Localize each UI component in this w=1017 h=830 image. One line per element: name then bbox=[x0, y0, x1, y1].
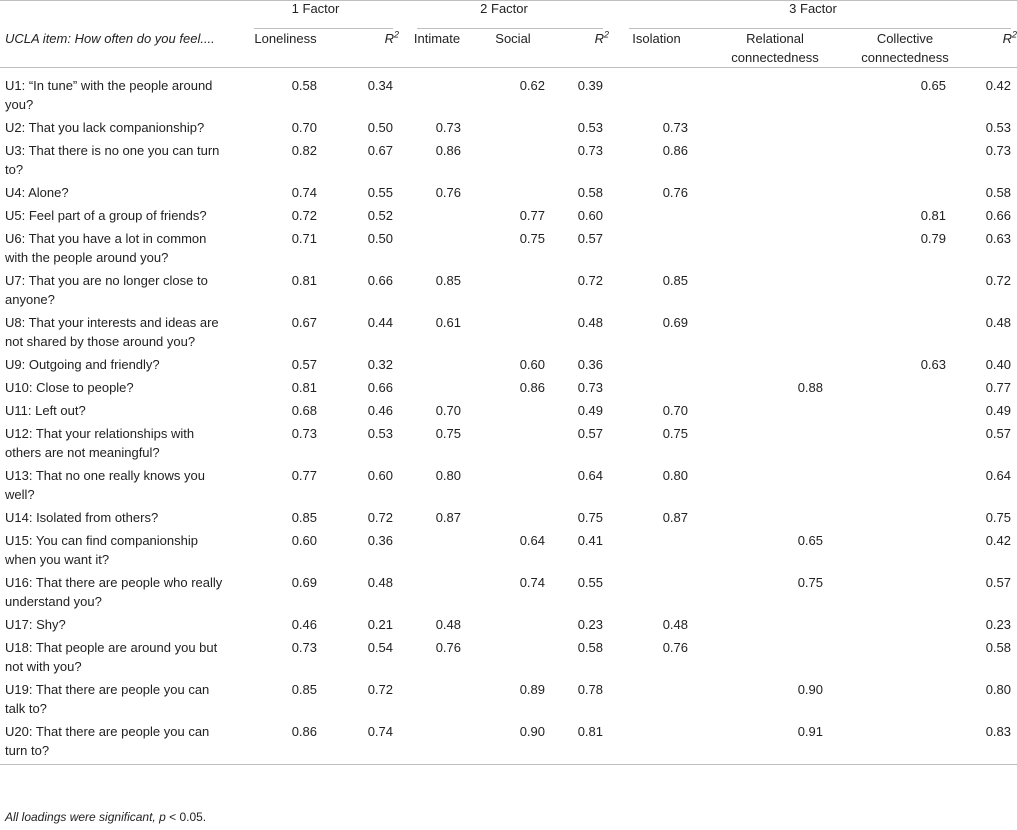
isolation-cell bbox=[609, 206, 704, 229]
r2-1-factor-cell: 0.66 bbox=[367, 380, 393, 395]
r2-1-factor-cell: 0.44 bbox=[367, 315, 393, 330]
item-cell: U13: That no one really knows you well? bbox=[5, 468, 205, 502]
relational-connectedness-cell bbox=[704, 183, 846, 206]
relational-connectedness-cell: 0.91 bbox=[797, 724, 823, 739]
intimate-cell: 0.75 bbox=[435, 426, 461, 441]
r2-1-factor-cell: 0.53 bbox=[367, 426, 393, 441]
item-cell: U1: “In tune” with the people around you? bbox=[5, 78, 213, 112]
relational-connectedness-cell bbox=[704, 229, 846, 271]
r2-1-factor-cell: 0.72 bbox=[367, 510, 393, 525]
isolation-cell: 0.75 bbox=[662, 426, 688, 441]
intimate-cell: 0.85 bbox=[435, 273, 461, 288]
table-row bbox=[0, 378, 1017, 401]
relational-connectedness-cell bbox=[704, 401, 846, 424]
item-cell: U8: That your interests and ideas are not shared by those around you? bbox=[5, 315, 219, 349]
r2-2-factor-cell: 0.81 bbox=[577, 724, 603, 739]
collective-connectedness-cell bbox=[846, 183, 964, 206]
relational-connectedness-cell bbox=[704, 206, 846, 229]
isolation-cell bbox=[609, 378, 704, 401]
loneliness-cell: 0.69 bbox=[291, 575, 317, 590]
table-row bbox=[0, 313, 1017, 355]
r2-2-factor-cell: 0.48 bbox=[577, 315, 603, 330]
r2-3-factor-cell: 0.83 bbox=[985, 724, 1011, 739]
r2-2-factor-cell: 0.36 bbox=[577, 357, 603, 372]
loneliness-cell: 0.46 bbox=[291, 617, 317, 632]
social-cell bbox=[475, 183, 551, 206]
social-cell bbox=[475, 508, 551, 531]
column-header-row bbox=[0, 29, 1017, 68]
r2-1-factor-cell: 0.54 bbox=[367, 640, 393, 655]
item-cell: U2: That you lack companionship? bbox=[5, 120, 205, 135]
group-3-factor-label: 3 Factor bbox=[789, 1, 837, 16]
r2-2-factor-cell: 0.73 bbox=[577, 380, 603, 395]
relational-connectedness-cell bbox=[704, 466, 846, 508]
isolation-cell: 0.86 bbox=[662, 143, 688, 158]
r2-3-factor-cell: 0.42 bbox=[985, 533, 1011, 548]
r2-2-factor-cell: 0.72 bbox=[577, 273, 603, 288]
r2-3-factor-cell: 0.49 bbox=[985, 403, 1011, 418]
collective-connectedness-cell bbox=[846, 141, 964, 183]
item-cell: U20: That there are people you can turn to? bbox=[5, 724, 210, 758]
loneliness-cell: 0.72 bbox=[291, 208, 317, 223]
r2-1-factor-cell: 0.72 bbox=[367, 682, 393, 697]
r2-3-factor-cell: 0.73 bbox=[985, 143, 1011, 158]
intimate-cell: 0.48 bbox=[435, 617, 461, 632]
factor-group-header-row bbox=[0, 1, 1017, 29]
collective-connectedness-cell bbox=[846, 378, 964, 401]
loneliness-cell: 0.77 bbox=[291, 468, 317, 483]
r2-2-factor-cell: 0.57 bbox=[577, 231, 603, 246]
relational-connectedness-cell bbox=[704, 508, 846, 531]
r2-1-factor-cell: 0.60 bbox=[367, 468, 393, 483]
collective-connectedness-cell bbox=[846, 573, 964, 615]
collective-connectedness-cell: 0.79 bbox=[920, 231, 946, 246]
r2-1-factor-cell: 0.36 bbox=[367, 533, 393, 548]
loneliness-cell: 0.85 bbox=[291, 682, 317, 697]
bottom-rule bbox=[0, 765, 1017, 766]
r2-1-factor-cell: 0.48 bbox=[367, 575, 393, 590]
r2-3-factor-cell: 0.58 bbox=[985, 185, 1011, 200]
intimate-cell bbox=[399, 531, 475, 573]
table-row bbox=[0, 615, 1017, 638]
table-row bbox=[0, 573, 1017, 615]
loneliness-cell: 0.58 bbox=[291, 78, 317, 93]
r2-3-factor-cell: 0.66 bbox=[985, 208, 1011, 223]
group-3-factor bbox=[609, 1, 1017, 29]
item-cell: U5: Feel part of a group of friends? bbox=[5, 208, 207, 223]
r2-1-factor-cell: 0.67 bbox=[367, 143, 393, 158]
isolation-cell: 0.76 bbox=[662, 640, 688, 655]
r2-2-factor-cell: 0.60 bbox=[577, 208, 603, 223]
group-2-factor bbox=[399, 1, 609, 29]
loneliness-cell: 0.67 bbox=[291, 315, 317, 330]
item-cell: U9: Outgoing and friendly? bbox=[5, 357, 160, 372]
r2-2-factor-cell: 0.78 bbox=[577, 682, 603, 697]
r2-3-factor-cell: 0.72 bbox=[985, 273, 1011, 288]
item-cell: U4: Alone? bbox=[5, 185, 69, 200]
intimate-cell bbox=[399, 355, 475, 378]
table-row bbox=[0, 141, 1017, 183]
table-body bbox=[0, 68, 1017, 765]
isolation-cell bbox=[609, 68, 704, 118]
intimate-cell: 0.76 bbox=[435, 640, 461, 655]
r2-2-factor-cell: 0.41 bbox=[577, 533, 603, 548]
item-cell: U3: That there is no one you can turn to? bbox=[5, 143, 220, 177]
relational-connectedness-cell: 0.88 bbox=[797, 380, 823, 395]
item-cell: U19: That there are people you can talk to? bbox=[5, 682, 210, 716]
table-footnote: All loadings were significant, p < 0.05. bbox=[5, 810, 207, 824]
social-cell: 0.89 bbox=[519, 682, 545, 697]
relational-connectedness-cell bbox=[704, 615, 846, 638]
item-cell: U11: Left out? bbox=[5, 403, 86, 418]
social-cell: 0.74 bbox=[519, 575, 545, 590]
collective-connectedness-cell bbox=[846, 118, 964, 141]
loneliness-cell: 0.57 bbox=[291, 357, 317, 372]
loneliness-cell: 0.73 bbox=[291, 426, 317, 441]
collective-connectedness-cell bbox=[846, 271, 964, 313]
r2-3-factor-cell: 0.57 bbox=[985, 575, 1011, 590]
intimate-cell: 0.86 bbox=[435, 143, 461, 158]
r2-3-factor-cell: 0.42 bbox=[985, 78, 1011, 93]
r2-2-factor-cell: 0.73 bbox=[577, 143, 603, 158]
group-1-factor-label: 1 Factor bbox=[291, 1, 340, 16]
r2-column-header-3: $R^2$ bbox=[1002, 29, 1017, 46]
social-column-header: Social bbox=[495, 31, 531, 46]
isolation-column-header: Isolation bbox=[632, 31, 681, 46]
relational-connectedness-cell bbox=[704, 118, 846, 141]
loneliness-column-header: Loneliness bbox=[254, 31, 317, 46]
social-cell: 0.60 bbox=[519, 357, 545, 372]
social-cell: 0.62 bbox=[519, 78, 545, 93]
isolation-cell: 0.73 bbox=[662, 120, 688, 135]
r2-2-factor-cell: 0.39 bbox=[577, 78, 603, 93]
table-row bbox=[0, 638, 1017, 680]
intimate-cell: 0.87 bbox=[435, 510, 461, 525]
isolation-cell: 0.69 bbox=[662, 315, 688, 330]
relational-connectedness-cell: 0.90 bbox=[797, 682, 823, 697]
social-cell bbox=[475, 313, 551, 355]
table-row bbox=[0, 183, 1017, 206]
r2-1-factor-cell: 0.34 bbox=[367, 78, 393, 93]
r2-3-factor-cell: 0.23 bbox=[985, 617, 1011, 632]
isolation-cell: 0.80 bbox=[662, 468, 688, 483]
r2-3-factor-cell: 0.40 bbox=[985, 357, 1011, 372]
social-cell: 0.64 bbox=[519, 533, 545, 548]
isolation-cell bbox=[609, 355, 704, 378]
intimate-cell bbox=[399, 722, 475, 765]
collective-connectedness-cell: 0.81 bbox=[920, 208, 946, 223]
item-cell: U6: That you have a lot in common with the people around you? bbox=[5, 231, 207, 265]
r2-3-factor-cell: 0.58 bbox=[985, 640, 1011, 655]
loneliness-cell: 0.71 bbox=[291, 231, 317, 246]
relational-connectedness-cell: 0.75 bbox=[797, 575, 823, 590]
r2-3-factor-cell: 0.77 bbox=[985, 380, 1011, 395]
r2-3-factor-cell: 0.53 bbox=[985, 120, 1011, 135]
loneliness-cell: 0.73 bbox=[291, 640, 317, 655]
item-cell: U15: You can find companionship when you want it? bbox=[5, 533, 198, 567]
r2-1-factor-cell: 0.74 bbox=[367, 724, 393, 739]
loneliness-cell: 0.85 bbox=[291, 510, 317, 525]
r2-1-factor-cell: 0.55 bbox=[367, 185, 393, 200]
social-cell bbox=[475, 466, 551, 508]
r2-3-factor-cell: 0.48 bbox=[985, 315, 1011, 330]
r2-2-factor-cell: 0.64 bbox=[577, 468, 603, 483]
social-cell: 0.90 bbox=[519, 724, 545, 739]
intimate-cell bbox=[399, 573, 475, 615]
intimate-cell bbox=[399, 680, 475, 722]
r2-column-header-1: $R^2$ bbox=[384, 29, 399, 46]
table-row bbox=[0, 229, 1017, 271]
table-row bbox=[0, 206, 1017, 229]
r2-2-factor-cell: 0.75 bbox=[577, 510, 603, 525]
relational-connectedness-cell bbox=[704, 424, 846, 466]
group-1-factor bbox=[232, 1, 399, 29]
relational-connectedness-cell bbox=[704, 355, 846, 378]
intimate-cell bbox=[399, 229, 475, 271]
relational-connectedness-column-header: Relational connectedness bbox=[731, 31, 819, 65]
collective-connectedness-cell bbox=[846, 424, 964, 466]
collective-connectedness-cell bbox=[846, 615, 964, 638]
isolation-cell bbox=[609, 680, 704, 722]
intimate-cell bbox=[399, 68, 475, 118]
relational-connectedness-cell bbox=[704, 313, 846, 355]
item-cell: U17: Shy? bbox=[5, 617, 66, 632]
table-row bbox=[0, 68, 1017, 118]
collective-connectedness-cell: 0.63 bbox=[920, 357, 946, 372]
group-spacer bbox=[0, 1, 232, 29]
r2-3-factor-cell: 0.64 bbox=[985, 468, 1011, 483]
social-cell bbox=[475, 141, 551, 183]
collective-connectedness-cell bbox=[846, 531, 964, 573]
isolation-cell: 0.70 bbox=[662, 403, 688, 418]
table-row bbox=[0, 401, 1017, 424]
relational-connectedness-cell bbox=[704, 141, 846, 183]
item-cell: U12: That your relationships with others are not meaningful? bbox=[5, 426, 195, 460]
r2-2-factor-cell: 0.55 bbox=[577, 575, 603, 590]
r2-3-factor-cell: 0.63 bbox=[985, 231, 1011, 246]
loneliness-cell: 0.68 bbox=[291, 403, 317, 418]
table-row bbox=[0, 722, 1017, 765]
intimate-column-header: Intimate bbox=[413, 31, 461, 46]
isolation-cell bbox=[609, 573, 704, 615]
loneliness-cell: 0.70 bbox=[291, 120, 317, 135]
social-cell: 0.86 bbox=[519, 380, 545, 395]
isolation-cell bbox=[609, 229, 704, 271]
group-2-factor-label: 2 Factor bbox=[480, 1, 528, 16]
intimate-cell bbox=[399, 206, 475, 229]
r2-2-factor-cell: 0.49 bbox=[577, 403, 603, 418]
isolation-cell bbox=[609, 722, 704, 765]
social-cell: 0.77 bbox=[519, 208, 545, 223]
r2-3-factor-cell: 0.75 bbox=[985, 510, 1011, 525]
social-cell bbox=[475, 615, 551, 638]
isolation-cell: 0.87 bbox=[662, 510, 688, 525]
collective-connectedness-cell bbox=[846, 313, 964, 355]
r2-1-factor-cell: 0.32 bbox=[367, 357, 393, 372]
loneliness-cell: 0.86 bbox=[291, 724, 317, 739]
item-cell: U14: Isolated from others? bbox=[5, 510, 159, 525]
r2-2-factor-cell: 0.53 bbox=[577, 120, 603, 135]
r2-1-factor-cell: 0.66 bbox=[367, 273, 393, 288]
social-cell bbox=[475, 118, 551, 141]
social-cell bbox=[475, 271, 551, 313]
item-cell: U10: Close to people? bbox=[5, 380, 134, 395]
table-row bbox=[0, 531, 1017, 573]
intimate-cell: 0.80 bbox=[435, 468, 461, 483]
loneliness-cell: 0.81 bbox=[291, 273, 317, 288]
intimate-cell bbox=[399, 378, 475, 401]
loneliness-cell: 0.82 bbox=[291, 143, 317, 158]
r2-3-factor-cell: 0.80 bbox=[985, 682, 1011, 697]
isolation-cell: 0.48 bbox=[662, 617, 688, 632]
relational-connectedness-cell bbox=[704, 68, 846, 118]
r2-1-factor-cell: 0.50 bbox=[367, 120, 393, 135]
r2-1-factor-cell: 0.52 bbox=[367, 208, 393, 223]
item-cell: U7: That you are no longer close to anyone? bbox=[5, 273, 208, 307]
table-row bbox=[0, 680, 1017, 722]
table-row bbox=[0, 118, 1017, 141]
intimate-cell: 0.76 bbox=[435, 185, 461, 200]
isolation-cell: 0.76 bbox=[662, 185, 688, 200]
social-cell bbox=[475, 638, 551, 680]
social-cell: 0.75 bbox=[519, 231, 545, 246]
relational-connectedness-cell bbox=[704, 638, 846, 680]
r2-2-factor-cell: 0.58 bbox=[577, 640, 603, 655]
r2-1-factor-cell: 0.46 bbox=[367, 403, 393, 418]
r2-1-factor-cell: 0.50 bbox=[367, 231, 393, 246]
table-row bbox=[0, 466, 1017, 508]
collective-connectedness-cell bbox=[846, 466, 964, 508]
relational-connectedness-cell: 0.65 bbox=[797, 533, 823, 548]
isolation-cell: 0.85 bbox=[662, 273, 688, 288]
intimate-cell: 0.73 bbox=[435, 120, 461, 135]
collective-connectedness-cell bbox=[846, 722, 964, 765]
isolation-cell bbox=[609, 531, 704, 573]
intimate-cell: 0.70 bbox=[435, 403, 461, 418]
table-row bbox=[0, 424, 1017, 466]
table-row bbox=[0, 271, 1017, 313]
loneliness-cell: 0.81 bbox=[291, 380, 317, 395]
r2-3-factor-cell: 0.57 bbox=[985, 426, 1011, 441]
collective-connectedness-column-header: Collective connectedness bbox=[861, 31, 949, 65]
table-row bbox=[0, 355, 1017, 378]
intimate-cell: 0.61 bbox=[435, 315, 461, 330]
collective-connectedness-cell bbox=[846, 401, 964, 424]
loneliness-cell: 0.74 bbox=[291, 185, 317, 200]
r2-1-factor-cell: 0.21 bbox=[367, 617, 393, 632]
table-row bbox=[0, 508, 1017, 531]
item-cell: U18: That people are around you but not with you? bbox=[5, 640, 218, 674]
social-cell bbox=[475, 424, 551, 466]
collective-connectedness-cell: 0.65 bbox=[920, 78, 946, 93]
r2-2-factor-cell: 0.57 bbox=[577, 426, 603, 441]
r2-2-factor-cell: 0.58 bbox=[577, 185, 603, 200]
r2-column-header-2: $R^2$ bbox=[594, 29, 609, 46]
loneliness-cell: 0.60 bbox=[291, 533, 317, 548]
r2-2-factor-cell: 0.23 bbox=[577, 617, 603, 632]
collective-connectedness-cell bbox=[846, 508, 964, 531]
item-cell: U16: That there are people who really understand you? bbox=[5, 575, 223, 609]
collective-connectedness-cell bbox=[846, 638, 964, 680]
collective-connectedness-cell bbox=[846, 680, 964, 722]
relational-connectedness-cell bbox=[704, 271, 846, 313]
social-cell bbox=[475, 401, 551, 424]
item-column-header: UCLA item: How often do you feel.... bbox=[5, 31, 215, 46]
